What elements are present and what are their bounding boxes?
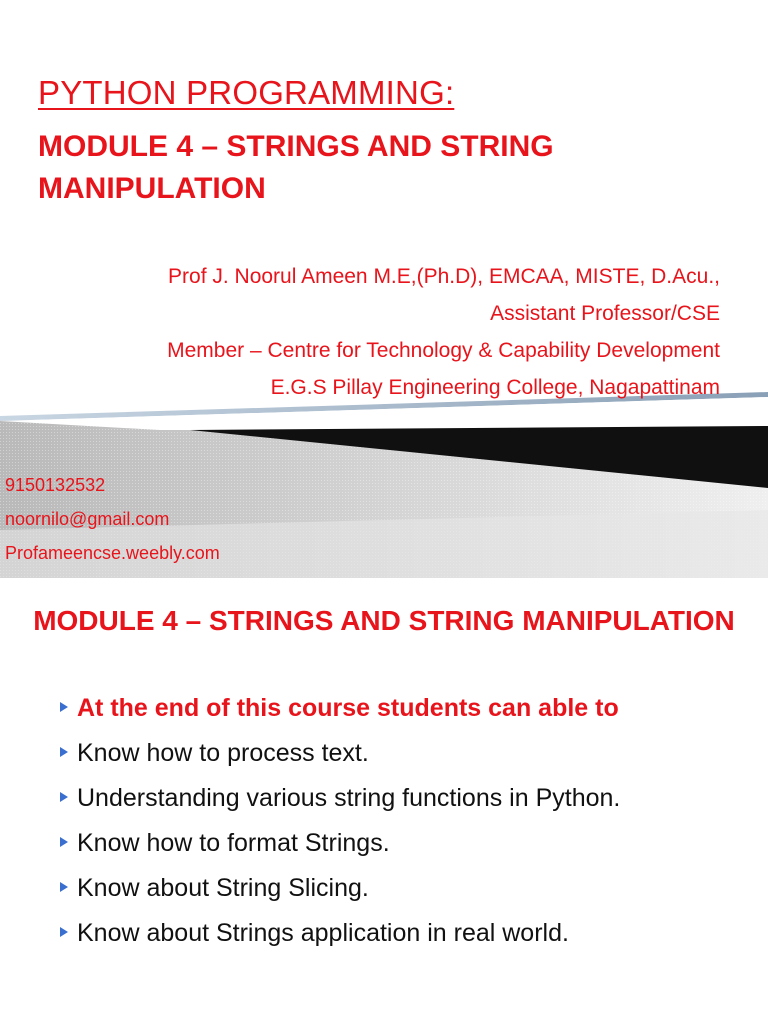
list-item-text: Know about Strings application in real world. — [77, 919, 569, 947]
list-item — [60, 690, 722, 726]
slide-subtitle: MODULE 4 – STRINGS AND STRING MANIPULATION — [38, 130, 554, 205]
objectives-slide — [0, 584, 768, 1024]
triangle-right-icon — [60, 927, 68, 937]
list-item-text: Know about String Slicing. — [77, 874, 369, 902]
triangle-right-icon — [60, 882, 68, 892]
slide-title: PYTHON PROGRAMMING: — [38, 74, 455, 111]
objectives-heading: MODULE 4 – STRINGS AND STRING MANIPULATION — [33, 605, 735, 636]
author-college-line: E.G.S Pillay Engineering College, Nagapattinam — [270, 376, 720, 399]
contact-website: Profameencse.weebly.com — [5, 543, 220, 563]
author-position-line: Assistant Professor/CSE — [490, 302, 720, 325]
author-block — [20, 258, 720, 406]
objectives-list — [60, 690, 722, 960]
triangle-right-icon — [60, 792, 68, 802]
contact-email: noornilo@gmail.com — [5, 509, 170, 529]
list-item-text: Know how to process text. — [77, 739, 369, 767]
list-item — [60, 915, 722, 951]
triangle-right-icon — [60, 747, 68, 757]
list-item-text: Know how to format Strings. — [77, 829, 390, 857]
author-name-line: Prof J. Noorul Ameen M.E,(Ph.D), EMCAA, MISTE, D.Acu., — [168, 265, 720, 288]
list-item — [60, 825, 722, 861]
list-item — [60, 780, 722, 816]
list-item — [60, 870, 722, 906]
author-membership-line: Member – Centre for Technology & Capability Development — [167, 339, 720, 362]
triangle-right-icon — [60, 837, 68, 847]
list-item-text: At the end of this course students can able to — [77, 694, 619, 722]
triangle-right-icon — [60, 702, 68, 712]
list-item-text: Understanding various string functions in Python. — [77, 784, 621, 812]
contact-block — [5, 468, 220, 570]
contact-phone: 9150132532 — [5, 475, 106, 495]
list-item — [60, 735, 722, 771]
